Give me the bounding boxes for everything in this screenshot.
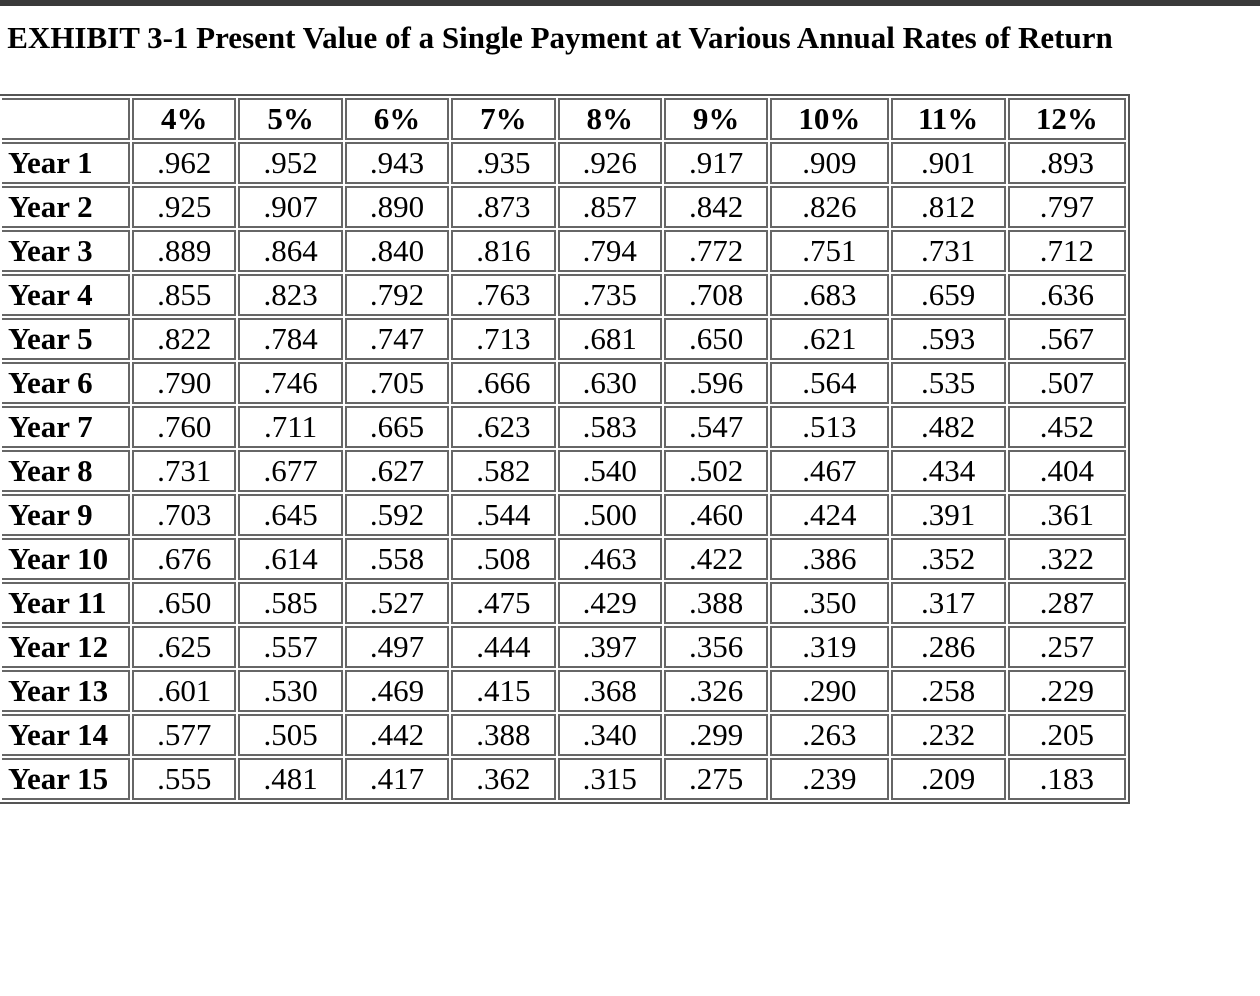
table-header-row — [2, 98, 1126, 140]
column-header-rate: 4% — [132, 98, 236, 140]
table-cell-value: .257 — [1008, 626, 1126, 668]
column-header-rate: 5% — [238, 98, 342, 140]
table-cell-value: .751 — [770, 230, 888, 272]
table-cell-value: .287 — [1008, 582, 1126, 624]
table-cell-value: .822 — [132, 318, 236, 360]
table-cell-value: .893 — [1008, 142, 1126, 184]
table-cell-value: .627 — [345, 450, 449, 492]
table-cell-value: .926 — [558, 142, 662, 184]
table-cell-value: .760 — [132, 406, 236, 448]
table-cell-value: .258 — [891, 670, 1006, 712]
row-label-year: Year 11 — [2, 582, 130, 624]
table-cell-value: .558 — [345, 538, 449, 580]
table-cell-value: .797 — [1008, 186, 1126, 228]
table-cell-value: .429 — [558, 582, 662, 624]
table-cell-value: .239 — [770, 758, 888, 800]
row-label-year: Year 15 — [2, 758, 130, 800]
table-cell-value: .502 — [664, 450, 768, 492]
table-cell-value: .326 — [664, 670, 768, 712]
table-cell-value: .711 — [238, 406, 342, 448]
table-cell-value: .340 — [558, 714, 662, 756]
table-cell-value: .424 — [770, 494, 888, 536]
table-cell-value: .681 — [558, 318, 662, 360]
table-cell-value: .417 — [345, 758, 449, 800]
row-label-year: Year 10 — [2, 538, 130, 580]
table-row — [2, 758, 1126, 800]
present-value-table — [0, 94, 1130, 804]
table-cell-value: .790 — [132, 362, 236, 404]
table-cell-value: .582 — [451, 450, 555, 492]
table-cell-value: .362 — [451, 758, 555, 800]
table-cell-value: .500 — [558, 494, 662, 536]
row-label-year: Year 5 — [2, 318, 130, 360]
table-cell-value: .712 — [1008, 230, 1126, 272]
table-cell-value: .535 — [891, 362, 1006, 404]
table-cell-value: .650 — [664, 318, 768, 360]
table-cell-value: .460 — [664, 494, 768, 536]
table-cell-value: .555 — [132, 758, 236, 800]
table-cell-value: .592 — [345, 494, 449, 536]
table-cell-value: .823 — [238, 274, 342, 316]
table-row — [2, 230, 1126, 272]
table-cell-value: .482 — [891, 406, 1006, 448]
table-cell-value: .183 — [1008, 758, 1126, 800]
column-header-rate: 12% — [1008, 98, 1126, 140]
table-row — [2, 406, 1126, 448]
table-cell-value: .444 — [451, 626, 555, 668]
row-label-year: Year 6 — [2, 362, 130, 404]
table-cell-value: .583 — [558, 406, 662, 448]
table-cell-value: .659 — [891, 274, 1006, 316]
column-header-rate: 7% — [451, 98, 555, 140]
table-cell-value: .812 — [891, 186, 1006, 228]
present-value-table-container — [0, 94, 1130, 804]
table-cell-value: .621 — [770, 318, 888, 360]
table-cell-value: .713 — [451, 318, 555, 360]
table-cell-value: .513 — [770, 406, 888, 448]
table-cell-value: .205 — [1008, 714, 1126, 756]
table-cell-value: .593 — [891, 318, 1006, 360]
column-header-rate: 6% — [345, 98, 449, 140]
table-cell-value: .286 — [891, 626, 1006, 668]
row-label-year: Year 14 — [2, 714, 130, 756]
table-cell-value: .540 — [558, 450, 662, 492]
table-cell-value: .508 — [451, 538, 555, 580]
table-cell-value: .917 — [664, 142, 768, 184]
table-cell-value: .497 — [345, 626, 449, 668]
row-label-year: Year 1 — [2, 142, 130, 184]
table-row — [2, 142, 1126, 184]
table-cell-value: .925 — [132, 186, 236, 228]
table-cell-value: .826 — [770, 186, 888, 228]
table-cell-value: .708 — [664, 274, 768, 316]
table-cell-value: .623 — [451, 406, 555, 448]
table-cell-value: .315 — [558, 758, 662, 800]
table-cell-value: .434 — [891, 450, 1006, 492]
table-cell-value: .665 — [345, 406, 449, 448]
table-cell-value: .209 — [891, 758, 1006, 800]
column-header-rate: 10% — [770, 98, 888, 140]
table-cell-value: .746 — [238, 362, 342, 404]
table-row — [2, 494, 1126, 536]
table-cell-value: .625 — [132, 626, 236, 668]
table-cell-value: .388 — [664, 582, 768, 624]
table-cell-value: .232 — [891, 714, 1006, 756]
table-body — [2, 142, 1126, 800]
column-header-rate: 8% — [558, 98, 662, 140]
row-label-year: Year 7 — [2, 406, 130, 448]
table-cell-value: .630 — [558, 362, 662, 404]
table-cell-value: .290 — [770, 670, 888, 712]
table-cell-value: .873 — [451, 186, 555, 228]
table-cell-value: .404 — [1008, 450, 1126, 492]
table-cell-value: .677 — [238, 450, 342, 492]
table-cell-value: .650 — [132, 582, 236, 624]
table-cell-value: .683 — [770, 274, 888, 316]
table-cell-value: .840 — [345, 230, 449, 272]
table-cell-value: .731 — [891, 230, 1006, 272]
table-row — [2, 186, 1126, 228]
table-cell-value: .361 — [1008, 494, 1126, 536]
table-cell-value: .397 — [558, 626, 662, 668]
table-cell-value: .299 — [664, 714, 768, 756]
table-cell-value: .816 — [451, 230, 555, 272]
table-cell-value: .557 — [238, 626, 342, 668]
table-cell-value: .763 — [451, 274, 555, 316]
table-cell-value: .263 — [770, 714, 888, 756]
table-cell-value: .636 — [1008, 274, 1126, 316]
table-cell-value: .596 — [664, 362, 768, 404]
table-cell-value: .705 — [345, 362, 449, 404]
table-cell-value: .530 — [238, 670, 342, 712]
table-cell-value: .585 — [238, 582, 342, 624]
table-cell-value: .909 — [770, 142, 888, 184]
table-cell-value: .547 — [664, 406, 768, 448]
table-cell-value: .907 — [238, 186, 342, 228]
column-header-rate: 11% — [891, 98, 1006, 140]
row-label-year: Year 4 — [2, 274, 130, 316]
table-cell-value: .857 — [558, 186, 662, 228]
table-cell-value: .481 — [238, 758, 342, 800]
table-cell-value: .442 — [345, 714, 449, 756]
row-label-year: Year 9 — [2, 494, 130, 536]
table-cell-value: .577 — [132, 714, 236, 756]
table-cell-value: .943 — [345, 142, 449, 184]
table-row — [2, 626, 1126, 668]
table-cell-value: .469 — [345, 670, 449, 712]
table-row — [2, 670, 1126, 712]
table-cell-value: .645 — [238, 494, 342, 536]
table-cell-value: .614 — [238, 538, 342, 580]
table-row — [2, 538, 1126, 580]
table-cell-value: .855 — [132, 274, 236, 316]
table-cell-value: .935 — [451, 142, 555, 184]
row-label-year: Year 2 — [2, 186, 130, 228]
column-header-rate: 9% — [664, 98, 768, 140]
table-cell-value: .229 — [1008, 670, 1126, 712]
table-cell-value: .317 — [891, 582, 1006, 624]
exhibit-title: EXHIBIT 3-1 Present Value of a Single Payment at Various Annual Rates of Return — [7, 20, 1113, 55]
table-cell-value: .507 — [1008, 362, 1126, 404]
table-cell-value: .890 — [345, 186, 449, 228]
table-row — [2, 274, 1126, 316]
table-cell-value: .731 — [132, 450, 236, 492]
table-cell-value: .703 — [132, 494, 236, 536]
table-cell-value: .422 — [664, 538, 768, 580]
table-cell-value: .735 — [558, 274, 662, 316]
table-cell-value: .319 — [770, 626, 888, 668]
table-cell-value: .952 — [238, 142, 342, 184]
table-cell-value: .772 — [664, 230, 768, 272]
row-label-year: Year 13 — [2, 670, 130, 712]
table-cell-value: .842 — [664, 186, 768, 228]
row-label-year: Year 3 — [2, 230, 130, 272]
table-cell-value: .889 — [132, 230, 236, 272]
table-cell-value: .350 — [770, 582, 888, 624]
table-cell-value: .567 — [1008, 318, 1126, 360]
table-cell-value: .747 — [345, 318, 449, 360]
window-top-bar — [0, 0, 1260, 6]
table-row — [2, 450, 1126, 492]
table-row — [2, 318, 1126, 360]
table-row — [2, 582, 1126, 624]
table-cell-value: .564 — [770, 362, 888, 404]
table-cell-value: .463 — [558, 538, 662, 580]
table-cell-value: .601 — [132, 670, 236, 712]
table-cell-value: .452 — [1008, 406, 1126, 448]
table-corner-cell — [2, 98, 130, 140]
table-cell-value: .368 — [558, 670, 662, 712]
table-cell-value: .901 — [891, 142, 1006, 184]
row-label-year: Year 8 — [2, 450, 130, 492]
table-cell-value: .391 — [891, 494, 1006, 536]
table-cell-value: .544 — [451, 494, 555, 536]
table-cell-value: .784 — [238, 318, 342, 360]
table-cell-value: .505 — [238, 714, 342, 756]
table-cell-value: .388 — [451, 714, 555, 756]
table-cell-value: .275 — [664, 758, 768, 800]
table-row — [2, 362, 1126, 404]
table-cell-value: .666 — [451, 362, 555, 404]
table-row — [2, 714, 1126, 756]
table-cell-value: .676 — [132, 538, 236, 580]
table-cell-value: .527 — [345, 582, 449, 624]
table-cell-value: .415 — [451, 670, 555, 712]
table-cell-value: .864 — [238, 230, 342, 272]
table-cell-value: .467 — [770, 450, 888, 492]
table-cell-value: .794 — [558, 230, 662, 272]
table-cell-value: .475 — [451, 582, 555, 624]
table-cell-value: .386 — [770, 538, 888, 580]
row-label-year: Year 12 — [2, 626, 130, 668]
table-cell-value: .322 — [1008, 538, 1126, 580]
table-cell-value: .792 — [345, 274, 449, 316]
table-cell-value: .962 — [132, 142, 236, 184]
table-cell-value: .356 — [664, 626, 768, 668]
table-cell-value: .352 — [891, 538, 1006, 580]
